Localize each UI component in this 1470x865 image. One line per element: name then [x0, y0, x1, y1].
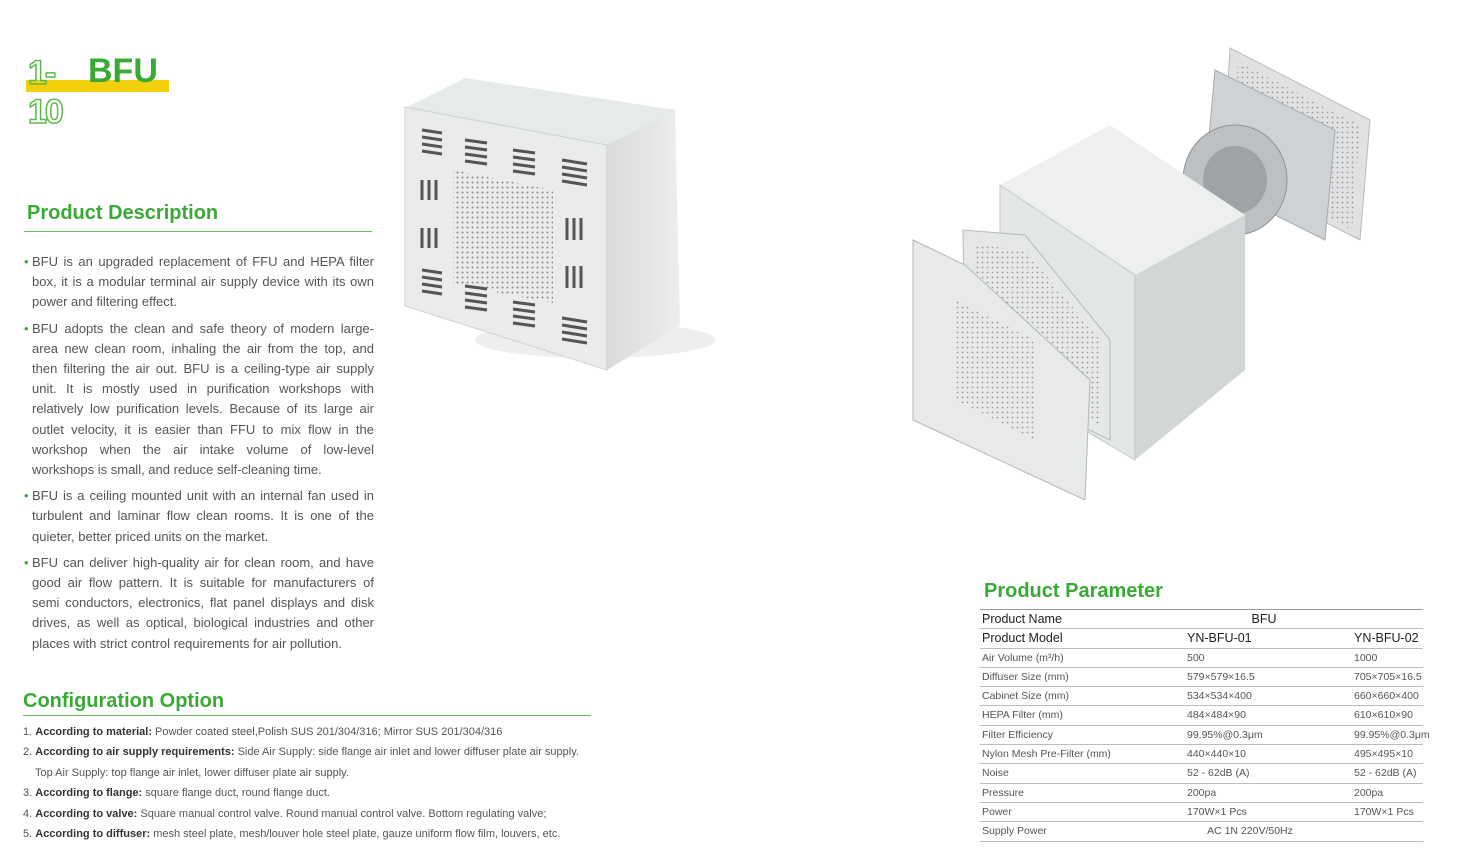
- table-row: Product Model YN-BFU-01 YN-BFU-02: [980, 629, 1423, 648]
- config-item-continuation: Top Air Supply: top flange air inlet, lower diffuser plate air supply.: [35, 766, 349, 779]
- configuration-heading: Configuration Option: [23, 690, 225, 712]
- description-heading: Product Description: [27, 202, 219, 224]
- configuration-list: [23, 722, 623, 844]
- table-row: Nylon Mesh Pre-Filter (mm) 440×440×10 495×495×10: [980, 745, 1423, 764]
- table-row: Air Volume (m³/h) 500 1000: [980, 649, 1423, 668]
- parameter-table: [980, 609, 1430, 842]
- description-divider: [24, 231, 372, 232]
- description-bullet: • BFU is an upgraded replacement of FFU and HEPA filter box, it is a modular terminal air supply device with its own power and filtering effect.: [24, 254, 374, 310]
- table-row: Filter Efficiency 99.95%@0.3μm 99.95%@0.3μm: [980, 726, 1423, 745]
- table-row: Pressure 200pa 200pa: [980, 784, 1423, 803]
- config-item: 2. According to air supply requirements: Side Air Supply: side flange air inlet and lower diffuser plate air supply.: [23, 746, 579, 759]
- config-item: 4. According to valve: Square manual control valve. Round manual control valve. Bottom regulating valve;: [23, 807, 547, 820]
- title-name: BFU: [88, 52, 158, 90]
- table-row: HEPA Filter (mm) 484×484×90 610×610×90: [980, 706, 1423, 725]
- table-row: Noise 52 - 62dB (A) 52 - 62dB (A): [980, 764, 1423, 783]
- bfu-assembled-product-image: [395, 70, 725, 380]
- table-row: Product Name BFU: [980, 610, 1423, 629]
- table-row: Power 170W×1 Pcs 170W×1 Pcs: [980, 803, 1423, 822]
- description-list: [24, 252, 374, 660]
- description-bullet: • BFU is a ceiling mounted unit with an internal fan used in turbulent and laminar flow clean rooms. It is one of the quieter, better priced units on the market.: [24, 488, 374, 544]
- configuration-divider: [23, 715, 591, 716]
- table-row: Cabinet Size (mm) 534×534×400 660×660×400: [980, 687, 1423, 706]
- config-item: 3. According to flange: square flange duct, round flange duct.: [23, 787, 330, 800]
- bfu-exploded-product-image: [905, 40, 1375, 500]
- title-number: 1-10: [28, 54, 62, 131]
- table-row: Supply Power AC 1N 220V/50Hz: [980, 822, 1423, 841]
- config-item: 1. According to material: Powder coated steel,Polish SUS 201/304/316; Mirror SUS 201/304/316: [23, 726, 503, 738]
- table-row: Diffuser Size (mm) 579×579×16.5 705×705×16.5: [980, 668, 1423, 687]
- description-bullet: • BFU adopts the clean and safe theory of modern large-area new clean room, inhaling the air from the top, and then filtering the air out. BFU is a ceiling-type air supply unit. It is mostly used in purification workshops with relatively low purification levels. Because of its large air outlet velocity, it is easier than FFU to mix flow in the workshop when the air intake volume of low-level workshops is small, and reduce self-cleaning time.: [24, 320, 374, 478]
- parameter-heading: Product Parameter: [984, 580, 1163, 602]
- config-item: 5. According to diffuser: mesh steel plate, mesh/louver hole steel plate, gauze uniform flow film, louvers, etc.: [23, 828, 561, 841]
- description-bullet: • BFU can deliver high-quality air for clean room, and have good air flow pattern. It is suitable for manufacturers of semi conductors, electronics, flat panel displays and disk drives, as well as optical, biological industries and other places with strict control requirements for air pollution.: [24, 554, 374, 651]
